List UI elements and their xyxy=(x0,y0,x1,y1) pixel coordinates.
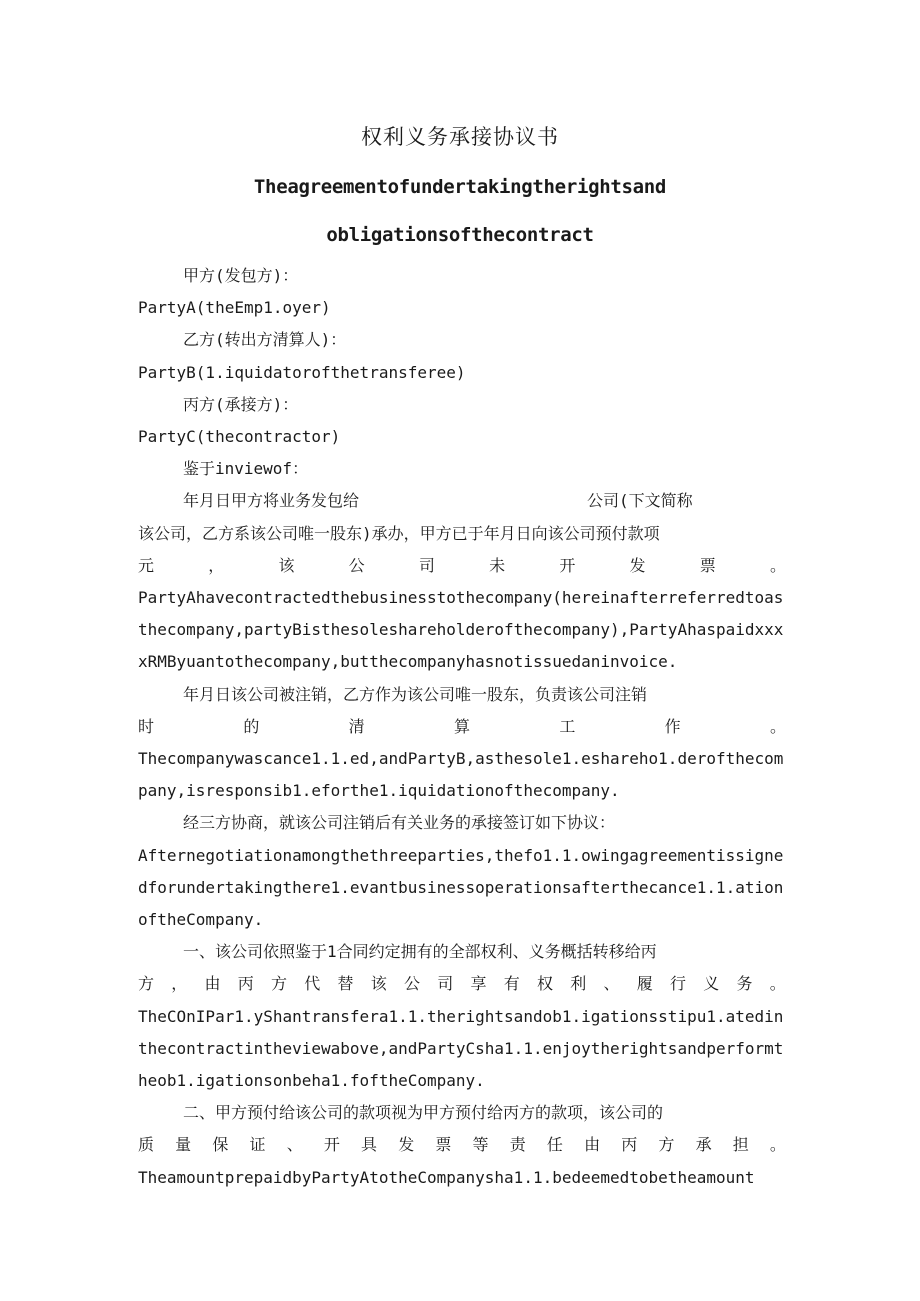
document-title-english-line-2: obligationsofthecontract xyxy=(326,224,594,246)
recital-1-chinese-line-3 xyxy=(138,550,786,582)
recital-1-chinese-line-1 xyxy=(138,485,786,517)
spread-char: 方 xyxy=(138,974,155,994)
agreement-intro-english: Afternegotiationamongthethreeparties,thefo1.1.owingagreementissignedforundertakingthere1.evantbusinessoperationsafterthecance1.1.ationoftheCompany. xyxy=(138,845,784,930)
spread-char: 发 xyxy=(629,555,646,575)
recital-1-english: PartyAhavecontractedthebusinesstothecompany(hereinafterreferredtoasthecompany,partyBisthesoleshareholderofthecompany),PartyAhaspaidxxxxRMByuantothecompany,butthecompanyhasnotissuedaninvoice. xyxy=(138,588,784,672)
party-b-label: 乙方(转出方清算人)： xyxy=(183,330,347,350)
spread-char: 的 xyxy=(243,716,260,736)
party-c-label: 丙方(承接方)： xyxy=(183,394,299,414)
spread-char: 。 xyxy=(769,974,786,994)
clause-1-english: TheCOnIPar1.yShantransfera1.1.therightsandob1.igationsstipu1.atedinthecontractintheviewabove,andPartyCsha1.1.enjoytherightsandperformtheob1.igationsonbeha1.foftheCompany. xyxy=(138,1006,784,1091)
spread-char: 开 xyxy=(323,1135,340,1155)
spread-char: 任 xyxy=(546,1135,563,1155)
spread-char: 享 xyxy=(470,974,487,994)
spread-char: 权 xyxy=(537,974,554,994)
party-c-english: PartyC(thecontractor) xyxy=(138,427,341,447)
recital-1-date-text: 年月日甲方将业务发包给 xyxy=(183,491,360,511)
spread-char: 算 xyxy=(453,716,470,736)
spread-char: 代 xyxy=(304,974,321,994)
spread-char: 清 xyxy=(348,716,365,736)
spread-char: 公 xyxy=(348,555,365,575)
spread-char: 行 xyxy=(670,974,687,994)
spread-char: 利 xyxy=(570,974,587,994)
recital-1-company-text: 公司(下文简称 xyxy=(587,491,693,511)
spread-char: 工 xyxy=(559,716,576,736)
spread-char: 。 xyxy=(769,555,786,575)
spread-char: 未 xyxy=(489,555,506,575)
spread-char: 承 xyxy=(695,1135,712,1155)
clause-1-chinese-line-2 xyxy=(138,968,786,1000)
spread-char: 公 xyxy=(404,974,421,994)
spread-char: 责 xyxy=(509,1135,526,1155)
spread-char: 由 xyxy=(584,1135,601,1155)
spread-char: 量 xyxy=(175,1135,192,1155)
spread-char: 票 xyxy=(699,555,716,575)
party-a-label: 甲方(发包方)： xyxy=(183,266,299,285)
spread-char: 作 xyxy=(664,716,681,736)
spread-char: 质 xyxy=(138,1135,155,1155)
recital-2-english: Thecompanywascance1.1.ed,andPartyB,asthesole1.eshareho1.derofthecompany,isresponsib1.eforthe1.iquidationofthecompany. xyxy=(138,749,784,801)
spread-char: 丙 xyxy=(237,974,254,994)
spread-char: 证 xyxy=(249,1135,266,1155)
spread-char: 、 xyxy=(286,1135,303,1155)
spread-char: 务 xyxy=(736,974,753,994)
spread-char: 时 xyxy=(138,716,155,736)
spread-char: 元 xyxy=(138,555,155,575)
spread-char: 。 xyxy=(769,1135,786,1155)
spread-char: ， xyxy=(208,555,225,575)
spread-char: 等 xyxy=(472,1135,489,1155)
spread-char: 司 xyxy=(418,555,435,575)
spread-char: 义 xyxy=(703,974,720,994)
spread-char: 、 xyxy=(603,974,620,994)
party-b-english: PartyB(1.iquidatorofthetransferee) xyxy=(138,362,466,382)
spread-char: 履 xyxy=(636,974,653,994)
spread-char: 。 xyxy=(769,716,786,736)
clause-2-english: TheamountprepaidbyPartyAtotheCompanysha1.1.bedeemedtobetheamount xyxy=(138,1167,755,1187)
document-title-english-line-1: Theagreementofundertakingtherightsand xyxy=(253,176,667,198)
party-a-english: PartyA(theEmp1.oyer) xyxy=(138,298,331,318)
spread-char: 该 xyxy=(278,555,295,575)
document-body xyxy=(138,260,786,1194)
spread-char: 司 xyxy=(437,974,454,994)
spread-char: 保 xyxy=(212,1135,229,1155)
spread-char: 由 xyxy=(204,974,221,994)
spread-char: 担 xyxy=(732,1135,749,1155)
clause-2-chinese-line-2 xyxy=(138,1129,786,1161)
spread-char: 方 xyxy=(271,974,288,994)
recital-1-chinese-line-2: 该公司，乙方系该公司唯一股东)承办，甲方已于年月日向该公司预付款项 xyxy=(138,523,660,543)
recital-heading: 鉴于inviewof： xyxy=(183,459,309,479)
spread-char: 该 xyxy=(370,974,387,994)
spread-char: 有 xyxy=(503,974,520,994)
clause-1-chinese-line-1: 一、该公司依照鉴于1合同约定拥有的全部权利、义务概括转移给丙 xyxy=(183,942,657,962)
clause-2-chinese-line-1: 二、甲方预付给该公司的款项视为甲方预付给丙方的款项，该公司的 xyxy=(183,1103,664,1123)
agreement-intro-chinese: 经三方协商，就该公司注销后有关业务的承接签订如下协议： xyxy=(183,813,616,833)
spread-char: 替 xyxy=(337,974,354,994)
document-title-chinese: 权利义务承接协议书 xyxy=(361,125,559,149)
recital-2-chinese-line-2 xyxy=(138,711,786,743)
spread-char: 开 xyxy=(559,555,576,575)
spread-char: 发 xyxy=(398,1135,415,1155)
spread-char: 方 xyxy=(658,1135,675,1155)
spread-char: 具 xyxy=(361,1135,378,1155)
spread-char: 票 xyxy=(435,1135,452,1155)
recital-2-chinese-line-1: 年月日该公司被注销，乙方作为该公司唯一股东，负责该公司注销 xyxy=(183,684,648,704)
spread-char: 丙 xyxy=(621,1135,638,1155)
spread-char: ， xyxy=(171,974,188,994)
